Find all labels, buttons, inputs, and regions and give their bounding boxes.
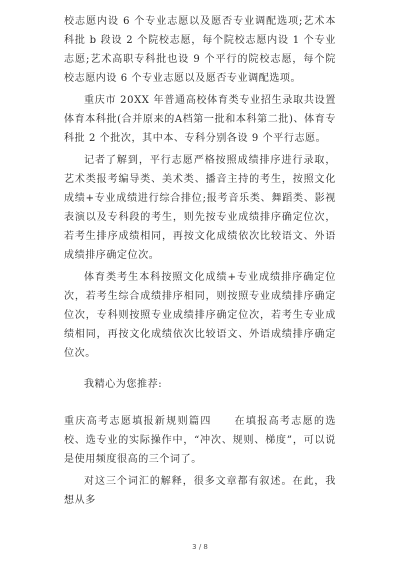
page-number: 3 / 8 (192, 543, 208, 551)
paragraph-sports-ranking: 体育类考生本科按照文化成绩+专业成绩排序确定位次，若考生综合成绩排序相同，则按照专业成绩排序确定位次，专科则按照专业成绩排序确定位次，若考生专业成绩相同，再按文化成绩依次比较语文、外语成绩排序确定位次。 (64, 272, 336, 359)
recommend-line: 我精心为您推荐: (84, 379, 163, 390)
document-body (64, 12, 336, 513)
paragraph-art-ranking: 记者了解到，平行志愿严格按照成绩排序进行录取，艺术类报考编导类、美术类、播音主持的考生，按照文化成绩+专业成绩进行综合排位;报考音乐类、舞蹈类、影视表演以及专科段的考生，则先按专业成绩排序确定位次，若考生排序成绩相同，再按文化成绩依次比较语文、外语成绩排序确定位次。 (64, 155, 336, 261)
paragraph-volunteer-options: 校志愿内设 6 个专业志愿以及愿否专业调配选项;艺术本科批 b 段设 2 个院校志愿，每个院校志愿内设 1 个专业志愿;艺术高职专科批也设 9 个平行的院校志愿，每个院校志愿内设 6 个专业志愿以及愿否专业调配选项。 (64, 16, 336, 84)
section-heading-paragraph: 重庆高考志愿填报新规则篇四 在填报高考志愿的选校、选专业的实际操作中，“冲次、规则、梯度”，可以说是使用频度很高的三个词了。 (64, 416, 336, 465)
paragraph-sports-batches: 重庆市 20XX 年普通高校体育类专业招生录取共设置体育本科批(合并原来的A档第一批和本科第二批)、体育专科批 2 个批次，其中本、专科分别各设 9 个平行志愿。 (64, 95, 336, 144)
paragraph-terms-explanation: 对这三个词汇的解释，很多文章都有叙述。在此，我想从多 (64, 476, 336, 506)
